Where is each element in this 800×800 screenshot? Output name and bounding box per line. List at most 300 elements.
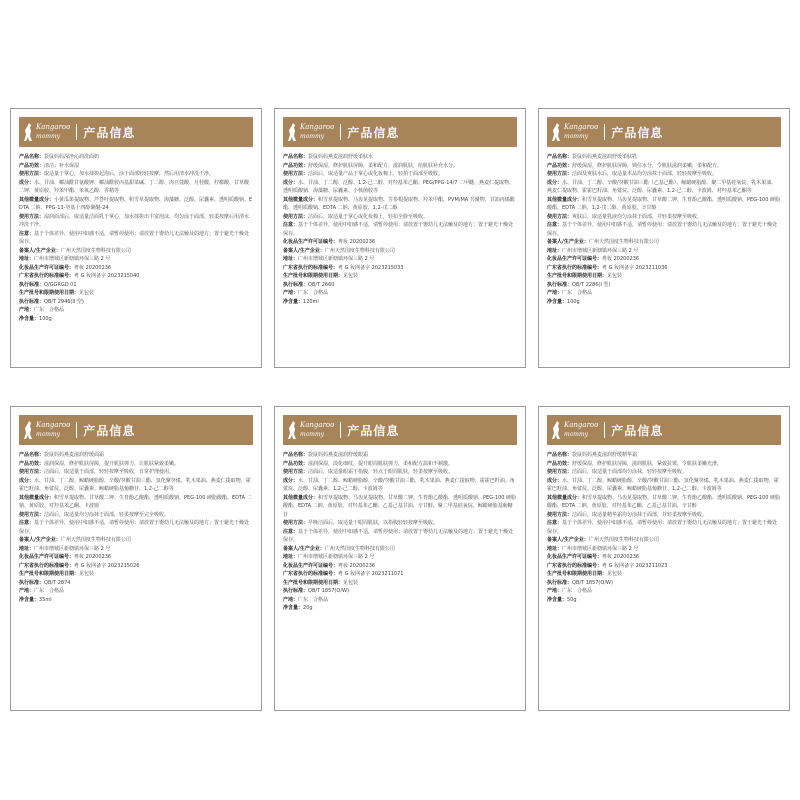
- info-value: 积雪草提取物、马齿苋提取物、苦参根提取物、羟苯甲酯、PVM/MA 共聚物、甘油丙烯酸酯、透明质酸钠、EDTA 二钠、黄原胶、1,2-戊二醇: [283, 196, 515, 211]
- info-value: 袋鼠妈妈深净沁润洗面奶: [44, 154, 100, 160]
- card-body: [11, 445, 261, 604]
- info-label: 产品功效：: [283, 460, 309, 467]
- info-label: 使用方法：: [19, 213, 45, 220]
- info-label: 广东省执行的标准编号：: [19, 273, 75, 279]
- info-row: [547, 570, 781, 579]
- info-row: [283, 587, 517, 596]
- info-row: [283, 579, 517, 588]
- info-value: 粤 G 妆网备字 2023211023: [602, 562, 668, 569]
- info-label: 备案人/生产企业：: [19, 537, 61, 543]
- info-row: [19, 579, 253, 588]
- info-value: 袋鼠妈妈燕麦滋润舒缓柔肤乳: [572, 154, 638, 160]
- info-label: 备案人/生产企业：: [547, 537, 589, 543]
- info-row: [547, 545, 781, 554]
- info-value: 广州市增城区新塘镇环保三路 2 号: [562, 247, 639, 254]
- info-label: 产品功效：: [19, 460, 45, 467]
- info-label: 地址：: [19, 256, 35, 262]
- info-row: [547, 511, 781, 520]
- info-label: 地址：: [283, 554, 299, 560]
- info-value: 舒缓保湿，修护肌肤屏障，锁住水分，令肌肤滋润柔嫩，柔和配方。: [572, 162, 723, 169]
- info-label: 产品名称：: [547, 452, 573, 458]
- info-value: 洁面后，取适量产品于掌心或化妆棉上，轻拍于面部至吸收。: [308, 171, 444, 177]
- info-value: 洁面后，取适量眼霜于指腹，轻点于眼周肌肤，轻柔按摩至吸收。: [308, 469, 454, 475]
- brand-name: Kangaroo: [300, 123, 335, 131]
- info-value: 广东 合格品: [34, 588, 65, 594]
- info-row: [547, 196, 781, 213]
- info-row: [19, 545, 253, 554]
- kangaroo-icon: [287, 122, 297, 142]
- info-label: 生产批号和限期使用日期：: [283, 579, 344, 586]
- info-row: [547, 596, 781, 605]
- info-value: 粤妆 20200236: [602, 554, 640, 560]
- kangaroo-logo: [23, 122, 70, 142]
- info-label: 使用方法：: [547, 511, 573, 518]
- info-value: 广州天然国度生物科技有限公司: [60, 247, 131, 254]
- info-row: [547, 281, 781, 290]
- info-value: 基于个体差异，使用中如感不适，请暂停使用；请放置于婴幼儿无法触及的地方；置于避光干燥处保存。: [283, 528, 514, 543]
- header-divider: [340, 124, 341, 140]
- info-value: 粤 G 妆网备字 2023215040: [74, 273, 140, 279]
- info-label: 使用方法：: [283, 469, 309, 475]
- info-label: 化妆品生产许可证编号：: [283, 562, 339, 569]
- info-label: 净含量：: [283, 298, 304, 305]
- card-header: [283, 117, 517, 147]
- card-title: 产品信息: [83, 125, 136, 140]
- info-row: [19, 587, 253, 596]
- info-row: [19, 255, 253, 264]
- info-value: 基于个体差异，使用中如感不适，请暂停使用；请放置于婴幼儿无法触及的地方；置于避光干燥处保存。: [283, 222, 514, 237]
- info-value: 基于个体差异，使用中如感不适，请暂停使用；请放置于婴幼儿无法触及的地方；置于避光干燥处保存。: [547, 222, 778, 237]
- info-label: 执行标准：: [19, 281, 45, 288]
- info-value: 粤妆 20200236: [338, 239, 376, 245]
- info-label: 备案人/生产企业：: [19, 247, 61, 254]
- info-label: 广东省执行的标准编号：: [19, 562, 75, 569]
- info-label: 产品名称：: [283, 452, 309, 458]
- info-label: 注意：: [19, 230, 35, 237]
- info-row: [19, 162, 253, 171]
- info-row: [283, 221, 517, 238]
- card-body: [539, 147, 789, 306]
- info-value: 粤 G 妆网备字 2023211036: [602, 264, 668, 271]
- info-value: QB/T 1857(O/W): [572, 579, 613, 586]
- info-value: 袋鼠妈妈燕麦滋润舒缓面霜: [44, 452, 105, 458]
- info-value: 水、甘油、丁二醇、泛醇、1,2-己二醇、对羟基苯乙酮、PEG/PPG-14/7 二甲醚、燕麦仁提取物、透明质酸钠、海藻糖、尿囊素、小核菌胶等: [283, 179, 515, 194]
- info-value: 爽肤后，取适量乳液均匀涂抹于面部，并轻柔按摩至吸收。: [572, 213, 703, 220]
- info-row: [19, 306, 253, 315]
- info-row: [547, 289, 781, 298]
- info-label: 化妆品生产许可证编号：: [19, 264, 75, 271]
- info-label: 使用方法：: [547, 171, 573, 177]
- info-row: [19, 281, 253, 290]
- info-value: QB/T 2946(II 型): [44, 298, 84, 305]
- info-row: [547, 468, 781, 477]
- product-info-card-4: [10, 406, 262, 711]
- info-label: 执行标准：: [19, 579, 45, 586]
- info-value: 广州天然国度生物科技有限公司: [60, 537, 131, 543]
- info-value: 取适量于掌心，加水揉搓起泡后，涂于面部轻轻按摩，然后用清水冲洗干净。: [44, 171, 215, 177]
- info-value: 广东 合格品: [562, 290, 593, 296]
- info-row: [283, 519, 517, 528]
- info-value: 见包装: [343, 273, 359, 279]
- info-row: [283, 153, 517, 162]
- info-row: [283, 298, 517, 307]
- info-label: 产地：: [19, 307, 35, 313]
- info-label: 地址：: [547, 545, 563, 552]
- info-value: 粤 G 妆网备字 2023211071: [338, 571, 404, 577]
- kangaroo-icon: [551, 122, 561, 142]
- info-label: 备案人/生产企业：: [283, 545, 325, 552]
- info-row: [547, 460, 781, 469]
- info-value: 洁面及爽肤水后，取适量本品均匀涂抹于面部，轻轻按摩至吸收。: [572, 171, 718, 177]
- card-title: 产品信息: [611, 125, 664, 140]
- info-row: [283, 281, 517, 290]
- info-row: [547, 272, 781, 281]
- card-body: [539, 445, 789, 604]
- header-divider: [76, 422, 77, 438]
- info-value: 广州市增城区新塘镇环保三路 2 号: [34, 545, 111, 552]
- info-label: 其他微量成分：: [547, 494, 583, 501]
- info-label: 其他微量成分：: [19, 494, 55, 501]
- info-label: 净含量：: [547, 596, 568, 603]
- info-value: 基于个体差异，使用中如感不适，请暂停使用；请放置于婴幼儿无法触及的地方；置于避光干燥处保存。: [19, 230, 250, 245]
- header-divider: [76, 124, 77, 140]
- info-label: 产品功效：: [19, 162, 45, 169]
- info-label: 执行标准：: [283, 588, 309, 594]
- info-label: 其他微量成分：: [283, 494, 319, 501]
- info-label: 化妆品生产许可证编号：: [547, 554, 603, 560]
- kangaroo-logo: [287, 122, 334, 142]
- info-row: [19, 264, 253, 273]
- kangaroo-icon: [23, 122, 33, 142]
- info-value: 广州天然国度生物科技有限公司: [324, 247, 395, 254]
- info-value: 20g: [303, 605, 313, 611]
- info-value: 35ml: [39, 596, 52, 603]
- info-row: [19, 519, 253, 536]
- info-value: 见包装: [79, 571, 95, 577]
- info-value: 广州天然国度生物科技有限公司: [588, 537, 659, 543]
- info-label: 产品功效：: [547, 460, 573, 467]
- info-row: [283, 477, 517, 494]
- info-row: [19, 562, 253, 571]
- info-value: 洁面后，取适量于面部，轻轻按摩至吸收，日常护理使用。: [44, 469, 175, 475]
- info-row: [283, 596, 517, 605]
- info-row: [547, 162, 781, 171]
- info-value: 广东 合格品: [298, 596, 329, 603]
- info-row: [547, 494, 781, 511]
- info-label: 成分：: [19, 477, 35, 484]
- info-label: 使用方法：: [283, 520, 309, 526]
- info-row: [283, 272, 517, 281]
- info-label: 执行标准：: [19, 298, 45, 305]
- info-value: 滋润保湿，修护肌肤屏障，提升肌肤弹力，让肌肤紧致柔嫩。: [44, 460, 180, 467]
- brand-name: Kangaroo: [564, 421, 599, 429]
- info-row: [19, 553, 253, 562]
- info-value: 粤 G 妆网备字 2023215033: [338, 264, 404, 271]
- info-row: [547, 477, 781, 494]
- info-label: 地址：: [19, 545, 35, 552]
- header-divider: [340, 422, 341, 438]
- info-row: [19, 179, 253, 196]
- info-value: 水、甘油、丁二醇、鲸蜡硬脂醇、辛酸/癸酸甘油三酯、乳木果油、燕麦仁提取物、霍霍巴籽油、角鲨烷、泛醇、尿囊素、1,2-己二醇、卡波姆等: [283, 477, 515, 492]
- info-row: [19, 451, 253, 460]
- info-label: 成分：: [283, 477, 299, 484]
- kangaroo-logo: [551, 420, 598, 440]
- card-header: [547, 117, 781, 147]
- info-label: 广东省执行的标准编号：: [547, 264, 603, 271]
- info-value: 广州天然国度生物科技有限公司: [588, 239, 659, 245]
- info-label: 注意：: [547, 520, 563, 526]
- info-label: 广东省执行的标准编号：: [283, 264, 339, 271]
- info-row: [19, 170, 253, 179]
- info-row: [547, 264, 781, 273]
- card-title: 产品信息: [611, 423, 664, 438]
- info-label: 备案人/生产企业：: [547, 239, 589, 245]
- info-value: 袋鼠妈妈燕麦滋润舒缓精华霜: [572, 452, 638, 458]
- info-row: [547, 179, 781, 196]
- info-label: 成分：: [19, 179, 35, 186]
- info-value: 120ml: [303, 298, 319, 305]
- info-row: [19, 315, 253, 324]
- brand-name: Kangaroo: [36, 421, 71, 429]
- info-row: [283, 604, 517, 613]
- info-row: [19, 289, 253, 298]
- info-label: 使用方法：: [547, 213, 573, 220]
- info-value: 基于个体差异，使用中如感不适，请暂停使用；请放置于婴幼儿无法触及的地方；置于避光干燥处保存。: [19, 520, 250, 535]
- card-title: 产品信息: [83, 423, 136, 438]
- info-row: [547, 536, 781, 545]
- info-value: QB/T 2874: [44, 579, 71, 586]
- card-header: [547, 415, 781, 445]
- info-value: 湿润面部后，取适量洁面乳于掌心，加水揉搓出丰富泡沫，均匀涂于面部，轻柔按摩后用清水冲洗干净。: [19, 213, 250, 228]
- info-row: [283, 289, 517, 298]
- info-row: [547, 298, 781, 307]
- info-row: [547, 213, 781, 222]
- info-row: [19, 213, 253, 230]
- kangaroo-logo: [287, 420, 334, 440]
- brand-subname: mommy: [564, 133, 589, 140]
- info-row: [19, 511, 253, 520]
- brand-name: Kangaroo: [36, 123, 71, 131]
- info-row: [547, 451, 781, 460]
- info-value: 广东 合格品: [562, 588, 593, 594]
- info-label: 产品功效：: [547, 162, 573, 169]
- card-body: [11, 147, 261, 323]
- brand-subname: mommy: [36, 431, 61, 438]
- info-value: 早晚洁面后，取适量于眼周肌肤，以指腹轻轻按摩至吸收。: [308, 520, 439, 526]
- brand-name: Kangaroo: [564, 123, 599, 131]
- info-row: [283, 247, 517, 256]
- info-row: [19, 272, 253, 281]
- info-row: [547, 170, 781, 179]
- info-row: [547, 255, 781, 264]
- brand-subname: mommy: [564, 431, 589, 438]
- info-row: [19, 468, 253, 477]
- kangaroo-icon: [287, 420, 297, 440]
- info-label: 产地：: [19, 588, 35, 594]
- info-value: 水、甘油、丁二醇、鲸蜡硬脂醇、辛酸/癸酸甘油三酯、氢化聚癸烯、乳木果油、燕麦仁提取物、霍霍巴籽油、角鲨烷、泛醇、尿囊素、鲸蜡硬脂基葡糖苷、1,2-己二醇、卡波姆等: [547, 477, 779, 492]
- product-info-card-1: [10, 108, 262, 368]
- info-value: 袋鼠妈妈燕麦滋润舒缓眼霜: [308, 452, 369, 458]
- info-label: 成分：: [283, 179, 299, 186]
- info-value: 小黄瓜果提取物、芦荟叶提取物、积雪草提取物、海藻糖、泛醇、尿囊素、透明质酸钠、EDTA 二钠、PPG-13-癸基十四醇聚醚-24: [19, 196, 253, 211]
- info-value: 广东 合格品: [34, 307, 65, 313]
- card-body: [275, 445, 525, 613]
- info-value: 100g: [567, 298, 580, 305]
- kangaroo-icon: [23, 420, 33, 440]
- header-divider: [604, 422, 605, 438]
- info-value: 广州市增城区新塘镇环保三路 2 号: [34, 256, 111, 262]
- info-row: [283, 545, 517, 554]
- info-label: 生产批号和限期使用日期：: [283, 273, 344, 279]
- info-label: 执行标准：: [283, 281, 309, 288]
- info-row: [283, 264, 517, 273]
- info-value: 见包装: [607, 571, 623, 577]
- info-row: [547, 579, 781, 588]
- info-label: 注意：: [547, 222, 563, 228]
- info-row: [19, 494, 253, 511]
- info-label: 地址：: [547, 247, 563, 254]
- product-info-card-5: [274, 406, 526, 711]
- info-row: [547, 562, 781, 571]
- info-label: 使用方法：: [283, 213, 309, 220]
- info-value: 舒缓保湿，修护肌肤屏障，滋润肌肤，紧致抗皱，令肌肤柔嫩光滑。: [572, 460, 723, 467]
- info-value: 积雪草提取物、马齿苋提取物、甘草酸二钾、生育酚乙酸酯、透明质酸钠、PEG-100 硬脂酸酯、EDTA 二钠、黄原胶、对羟基苯乙酮、乙基己基甘油、辛甘醇、聚二甲基硅氧烷、鲸蜡硬脂基葡糖苷: [283, 494, 517, 518]
- kangaroo-icon: [551, 420, 561, 440]
- info-row: [283, 468, 517, 477]
- product-info-card-6: [538, 406, 790, 711]
- info-label: 化妆品生产许可证编号：: [547, 256, 603, 262]
- brand-subname: mommy: [36, 133, 61, 140]
- info-value: 洁面后，取适量均匀涂抹于面部，轻柔按摩至完全吸收。: [44, 511, 170, 518]
- info-label: 使用方法：: [19, 469, 45, 475]
- info-label: 产品名称：: [19, 452, 45, 458]
- info-row: [283, 196, 517, 213]
- info-label: 产地：: [283, 596, 299, 603]
- info-row: [547, 221, 781, 238]
- info-value: 水、甘油、丁二醇、辛酸/癸酸甘油三酯（乙基己酯）、鲸蜡硬脂醇、聚二甲基硅氧烷、乳木果油、燕麦仁提取物、霍霍巴籽油、角鲨烷、泛醇、尿囊素、1,2-己二醇、卡波姆、对羟基苯乙酮等: [547, 179, 777, 194]
- info-value: 水、甘油、椰油酰甘氨酸钾、椰油酰胺丙基甜菜碱、丁二醇、肉豆蔻酸、月桂酸、柠檬酸、甘草酸二钾、黄原胶、羟苯甲酯、苯氧乙醇、香精等: [19, 179, 250, 194]
- info-value: 粤 G 妆网备字 2023215026: [74, 562, 140, 569]
- info-label: 广东省执行的标准编号：: [283, 571, 339, 577]
- info-value: 广州市增城区新塘镇环保三路 2 号: [298, 554, 375, 560]
- info-row: [19, 536, 253, 545]
- info-value: 舒缓保湿，修护肌肤屏障，柔和配方，滋润肌肤，给肌肤补充水分。: [308, 162, 459, 169]
- info-value: 50g: [567, 596, 577, 603]
- info-value: 粤妆 20200236: [602, 256, 640, 262]
- info-label: 使用方法：: [547, 469, 573, 475]
- info-row: [19, 477, 253, 494]
- info-label: 注意：: [283, 528, 299, 535]
- info-row: [19, 230, 253, 247]
- info-row: [283, 570, 517, 579]
- info-label: 地址：: [283, 256, 299, 262]
- info-value: 广州天然国度生物科技有限公司: [324, 545, 395, 552]
- info-row: [547, 153, 781, 162]
- info-row: [19, 596, 253, 605]
- info-label: 产品名称：: [547, 154, 573, 160]
- info-row: [283, 238, 517, 247]
- info-value: 见包装: [79, 290, 95, 296]
- info-label: 产品名称：: [283, 154, 309, 160]
- info-label: 其他微量成分：: [283, 196, 319, 203]
- kangaroo-logo: [551, 122, 598, 142]
- info-label: 使用方法：: [283, 171, 309, 177]
- info-row: [19, 570, 253, 579]
- info-label: 产地：: [547, 290, 563, 296]
- info-value: 水、甘油、丁二醇、鲸蜡硬脂醇、辛酸/癸酸甘油三酯、氢化聚癸烯、乳木果油、燕麦仁提取物、霍霍巴籽油、角鲨烷、泛醇、尿囊素、鲸蜡硬脂基葡糖苷、1,2-己二醇等: [19, 477, 251, 492]
- info-label: 成分：: [547, 477, 563, 484]
- info-value: 见包装: [607, 273, 623, 279]
- card-header: [283, 415, 517, 445]
- info-value: 清洁；补水保湿: [44, 162, 80, 169]
- info-row: [19, 153, 253, 162]
- info-row: [283, 213, 517, 222]
- info-value: 见包装: [343, 579, 359, 586]
- info-label: 产地：: [283, 290, 299, 296]
- card-header: [19, 415, 253, 445]
- info-label: 产地：: [547, 588, 563, 594]
- info-value: 广州市增城区新塘镇环保三路 2 号: [562, 545, 639, 552]
- info-value: 粤妆 20200236: [338, 562, 376, 569]
- info-label: 净含量：: [19, 315, 40, 322]
- info-label: 产品名称：: [19, 154, 45, 160]
- info-label: 执行标准：: [547, 579, 573, 586]
- info-value: 积雪草提取物、马齿苋提取物、甘草酸二钾、生育酚乙酸酯、透明质酸钠、PEG-100 硬脂酸酯、EDTA 二钠、1,2-戊二醇、黄原胶、辛甘醇: [547, 196, 781, 211]
- brand-subname: mommy: [300, 133, 325, 140]
- info-row: [19, 298, 253, 307]
- info-row: [283, 179, 517, 196]
- info-row: [283, 528, 517, 545]
- info-label: 执行标准：: [547, 281, 573, 288]
- info-value: 粤妆 20200236: [74, 264, 112, 271]
- info-value: 基于个体差异，使用中如感不适，请暂停使用；请放置于婴幼儿无法触及的地方；置于避光干燥处保存。: [547, 520, 778, 535]
- info-value: 100g: [39, 315, 52, 322]
- info-row: [19, 460, 253, 469]
- info-value: 广州市增城区新塘镇环保三路 2 号: [298, 256, 375, 262]
- info-label: 备案人/生产企业：: [283, 247, 325, 254]
- info-value: QB/T 1857(O/W): [308, 588, 349, 594]
- brand-subname: mommy: [300, 431, 325, 438]
- card-body: [275, 147, 525, 306]
- info-label: 注意：: [19, 520, 35, 526]
- card-title: 产品信息: [347, 125, 400, 140]
- info-label: 净含量：: [283, 605, 304, 611]
- info-label: 化妆品生产许可证编号：: [283, 239, 339, 245]
- info-label: 生产批号和限期使用日期：: [19, 290, 80, 296]
- info-row: [283, 553, 517, 562]
- info-row: [547, 553, 781, 562]
- info-row: [283, 562, 517, 571]
- info-value: 洁面后，取适量于面部均匀涂抹，轻轻按摩至吸收。: [572, 469, 688, 475]
- info-label: 使用方法：: [19, 171, 45, 177]
- info-row: [19, 196, 253, 213]
- info-row: [547, 519, 781, 536]
- info-value: 粤妆 20200236: [74, 554, 112, 560]
- info-value: 积雪草提取物、马齿苋提取物、甘草酸二钾、生育酚乙酸酯、透明质酸钠、PEG-100 硬脂酸酯、EDTA 二钠、黄原胶、对羟基苯乙酮、乙基己基甘油、辛甘醇: [547, 494, 781, 509]
- info-value: 洁面后，取适量于掌心或化妆棉上，轻拍全脸至吸收。: [308, 213, 429, 220]
- info-value: 广东 合格品: [298, 290, 329, 296]
- info-row: [283, 451, 517, 460]
- info-label: 成分：: [547, 179, 563, 186]
- info-label: 产品功效：: [283, 162, 309, 169]
- info-label: 其他微量成分：: [547, 196, 583, 203]
- info-value: 滋润保湿，淡化细纹，提升眼周肌肤弹力，柔和配方温和不刺激。: [308, 460, 454, 467]
- product-info-card-3: [538, 108, 790, 368]
- info-row: [283, 460, 517, 469]
- info-label: 生产批号和限期使用日期：: [19, 571, 80, 577]
- info-label: 净含量：: [19, 596, 40, 603]
- info-row: [547, 587, 781, 596]
